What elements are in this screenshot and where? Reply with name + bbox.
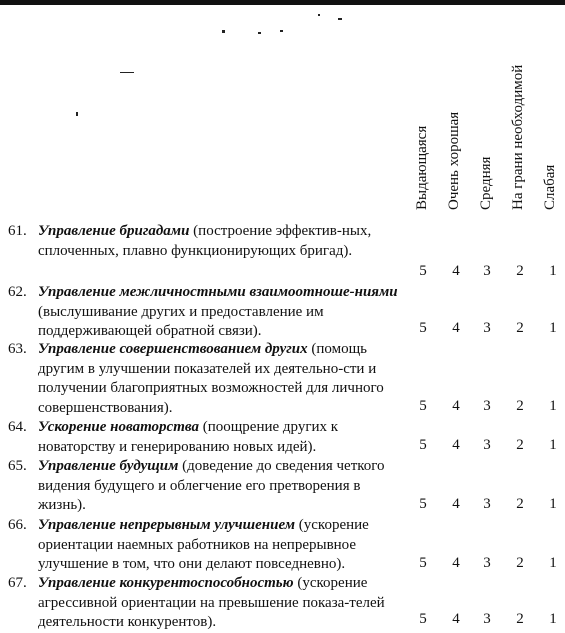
item-description: (ускорение ориентации наемных работников на непрерывное улучшение в том, что они делают повседневно). [38,517,369,572]
rating-option[interactable]: 3 [483,496,491,512]
rating-option[interactable]: 1 [549,555,557,571]
rating-option[interactable]: 3 [483,611,491,627]
item-description: (помощь другим в улучшении показателей их деятельно-сти и получении благоприятных возможностей для личного совершенствования). [38,341,384,416]
item-description: (доведение до сведения четкого видения будущего и облегчение его претворения в жизнь). [38,458,385,513]
rating-row [0,320,565,340]
item-description: (поощрение других к новаторству и генерированию новых идей). [38,419,339,455]
rating-option[interactable]: 1 [549,611,557,627]
rating-option[interactable]: 2 [516,496,524,512]
rating-option[interactable]: 2 [516,555,524,571]
rating-option[interactable]: 3 [483,555,491,571]
rating-option[interactable]: 4 [452,555,460,571]
rating-option[interactable]: 2 [516,398,524,414]
item-description: (выслушивание других и предоставление им поддерживающей обратной связи). [38,303,324,339]
rating-option[interactable]: 3 [483,437,491,453]
rating-option[interactable]: 4 [452,611,460,627]
item-title: Управление межличностными взаимоотноше-ниями [38,284,398,300]
rating-option[interactable]: 5 [419,496,427,512]
scale-header-weak: Слабая [542,164,558,210]
rating-option[interactable]: 3 [483,320,491,336]
scale-header-average: Средняя [478,156,494,210]
scale-header-borderline: На грани необходимой [510,64,526,210]
rating-row [0,437,565,457]
item-number: 62. [8,284,27,300]
item-number: 64. [8,419,27,435]
rating-option[interactable]: 3 [483,398,491,414]
scan-speck [280,30,283,32]
rating-option[interactable]: 5 [419,320,427,336]
list-item [8,222,403,261]
rating-option[interactable]: 2 [516,437,524,453]
top-border-rule [0,0,565,5]
item-title: Управление бригадами [38,223,190,239]
item-number: 66. [8,517,27,533]
rating-row [0,496,565,516]
item-number: 65. [8,458,27,474]
item-title: Управление совершенствованием других [38,341,308,357]
rating-row [0,611,565,631]
rating-option[interactable]: 2 [516,320,524,336]
scale-header-outstanding: Выдающаяся [414,125,430,210]
item-number: 63. [8,341,27,357]
rating-option[interactable]: 4 [452,398,460,414]
rating-option[interactable]: 4 [452,437,460,453]
rating-option[interactable]: 2 [516,263,524,279]
item-number: 67. [8,575,27,591]
item-text [38,222,403,261]
rating-option[interactable]: 5 [419,437,427,453]
rating-row [0,555,565,575]
item-title: Управление конкурентоспособностью [38,575,294,591]
scan-speck [258,32,261,34]
item-description: (ускорение агрессивной ориентации на превышение показа-телей деятельности конкурентов). [38,575,385,630]
rating-option[interactable]: 4 [452,496,460,512]
item-title: Управление непрерывным улучшением [38,517,296,533]
rating-option[interactable]: 1 [549,320,557,336]
rating-option[interactable]: 5 [419,398,427,414]
rating-option[interactable]: 2 [516,611,524,627]
item-title: Управление будущим [38,458,179,474]
item-title: Ускорение новаторства [38,419,199,435]
scan-speck [222,30,225,33]
rating-option[interactable]: 1 [549,437,557,453]
item-number: 61. [8,223,27,239]
scan-speck [76,112,78,116]
rating-option[interactable]: 3 [483,263,491,279]
rating-option[interactable]: 4 [452,263,460,279]
rating-row [0,263,565,283]
item-description: (построение эффектив-ных, сплоченных, плавно функционирующих бригад). [38,223,372,259]
scan-speck [120,72,134,73]
rating-row [0,398,565,418]
rating-option[interactable]: 5 [419,555,427,571]
rating-option[interactable]: 1 [549,496,557,512]
scan-speck [338,18,342,20]
scale-header-very-good: Очень хорошая [446,111,462,210]
rating-option[interactable]: 4 [452,320,460,336]
rating-option[interactable]: 5 [419,263,427,279]
rating-option[interactable]: 1 [549,398,557,414]
rating-option[interactable]: 5 [419,611,427,627]
rating-option[interactable]: 1 [549,263,557,279]
scan-speck [318,14,320,16]
